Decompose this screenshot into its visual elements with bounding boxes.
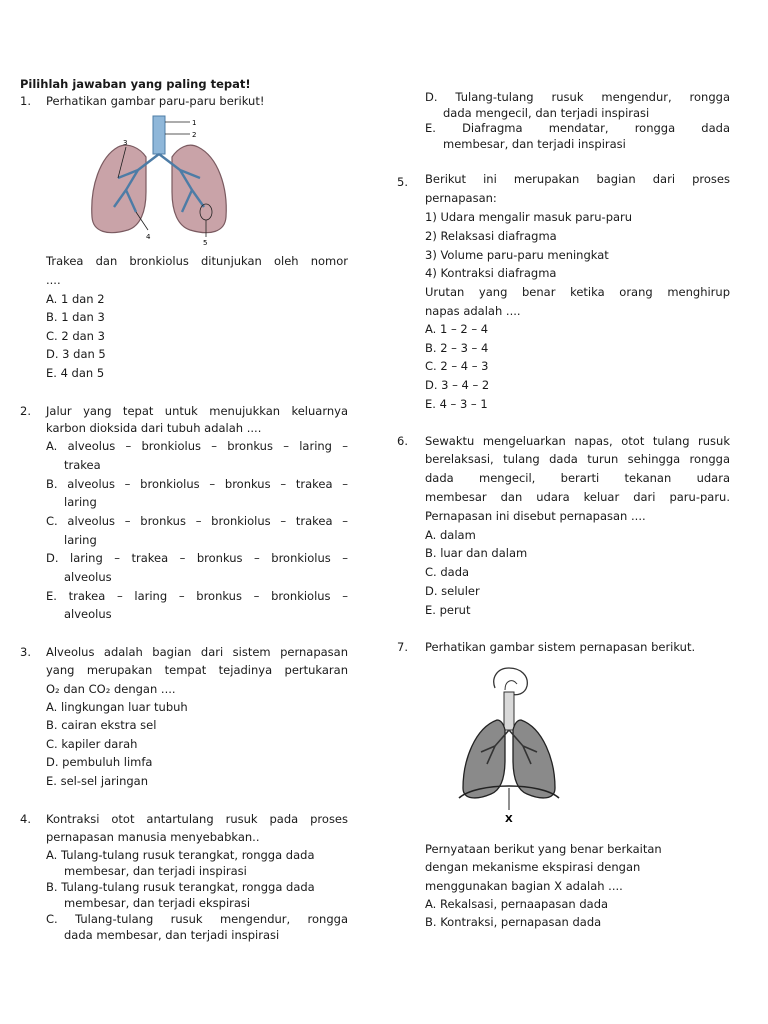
q5-item-4: 4) Kontraksi diafragma: [425, 266, 557, 280]
lungs-figure: [78, 112, 250, 250]
respiratory-system-figure: [447, 660, 577, 830]
q7-question-line2: dengan mekanisme ekspirasi dengan: [425, 860, 641, 874]
q1-number: 1.: [20, 94, 31, 108]
q4-option-a-line1[interactable]: A. Tulang-tulang rusuk terangkat, rongga dada: [46, 848, 315, 862]
q2-stem-line2: karbon dioksida dari tubuh adalah ....: [46, 421, 262, 435]
q3-option-e[interactable]: E. sel-sel jaringan: [46, 774, 148, 788]
fig-label-4: 4: [146, 233, 151, 241]
q4-option-c-line1[interactable]: C. Tulang-tulang rusuk mengendur, rongga: [46, 912, 348, 926]
q5-stem-line2: pernapasan:: [425, 191, 497, 205]
q3-stem-line1: Alveolus adalah bagian dari sistem pernapasan: [46, 645, 348, 659]
q5-item-3: 3) Volume paru-paru meningkat: [425, 248, 609, 262]
q2-option-a-line2[interactable]: trakea: [64, 458, 101, 472]
q2-stem-line1: Jalur yang tepat untuk menujukkan keluarnya: [46, 404, 348, 418]
q6-stem-line4: membesar dan udara keluar dari paru-paru.: [425, 490, 730, 504]
q1-question-line2: ....: [46, 273, 61, 287]
trachea-shape-2: [504, 692, 514, 730]
q7-number: 7.: [397, 640, 408, 654]
q1-question-line1: Trakea dan bronkiolus ditunjukan oleh nomor: [46, 254, 348, 268]
fig-label-3: 3: [123, 139, 128, 147]
q1-option-d[interactable]: D. 3 dan 5: [46, 347, 106, 361]
q6-stem-line2: berelaksasi, tulang dada turun sehingga rongga: [425, 452, 730, 466]
q6-stem-line3: dada mengecil, berarti tekanan udara: [425, 471, 730, 485]
q1-option-b[interactable]: B. 1 dan 3: [46, 310, 105, 324]
q2-number: 2.: [20, 404, 31, 418]
q5-question-line1: Urutan yang benar ketika orang menghirup: [425, 285, 730, 299]
q5-item-1: 1) Udara mengalir masuk paru-paru: [425, 210, 633, 224]
fig-label-5: 5: [203, 239, 208, 247]
fig-label-1: 1: [192, 119, 197, 127]
q6-stem-line1: Sewaktu mengeluarkan napas, otot tulang rusuk: [425, 434, 730, 448]
q6-option-e[interactable]: E. perut: [425, 603, 471, 617]
q3-option-c[interactable]: C. kapiler darah: [46, 737, 138, 751]
q4-option-d-line1[interactable]: D. Tulang-tulang rusuk mengendur, rongga: [425, 90, 730, 104]
q6-number: 6.: [397, 434, 408, 448]
q2-option-a-line1[interactable]: A. alveolus – bronkiolus – bronkus – laring –: [46, 439, 348, 453]
q4-option-e-line1[interactable]: E. Diafragma mendatar, rongga dada: [425, 121, 730, 135]
q3-option-b[interactable]: B. cairan ekstra sel: [46, 718, 157, 732]
q4-option-c-line2[interactable]: dada membesar, dan terjadi inspirasi: [64, 928, 280, 942]
q4-stem-line2: pernapasan manusia menyebabkan..: [46, 830, 260, 844]
q6-stem-line5: Pernapasan ini disebut pernapasan ....: [425, 509, 646, 523]
q1-option-a[interactable]: A. 1 dan 2: [46, 292, 105, 306]
q2-option-b-line1[interactable]: B. alveolus – bronkiolus – bronkus – trakea –: [46, 477, 348, 491]
q5-question-line2: napas adalah ....: [425, 304, 521, 318]
q3-number: 3.: [20, 645, 31, 659]
q2-option-e-line2[interactable]: alveolus: [64, 607, 112, 621]
q1-stem: Perhatikan gambar paru-paru berikut!: [46, 94, 265, 108]
q4-option-b-line1[interactable]: B. Tulang-tulang rusuk terangkat, rongga dada: [46, 880, 315, 894]
q6-option-a[interactable]: A. dalam: [425, 528, 476, 542]
q2-option-c-line1[interactable]: C. alveolus – bronkus – bronkiolus – trakea –: [46, 514, 348, 528]
q5-option-a[interactable]: A. 1 – 2 – 4: [425, 322, 489, 336]
q4-number: 4.: [20, 812, 31, 826]
q5-stem-line1: Berikut ini merupakan bagian dari proses: [425, 172, 730, 186]
q3-option-a[interactable]: A. lingkungan luar tubuh: [46, 700, 188, 714]
q4-option-d-line2[interactable]: dada mengecil, dan terjadi inspirasi: [443, 106, 650, 120]
trachea-shape: [153, 116, 165, 154]
q4-stem-line1: Kontraksi otot antartulang rusuk pada proses: [46, 812, 348, 826]
right-lung: [172, 145, 226, 232]
q2-option-b-line2[interactable]: laring: [64, 495, 97, 509]
q5-number: 5.: [397, 175, 408, 189]
q3-stem-line2: yang merupakan tempat tejadinya pertukaran: [46, 663, 348, 677]
q2-option-d-line1[interactable]: D. laring – trakea – bronkus – bronkiolus –: [46, 551, 348, 565]
q7-option-a[interactable]: A. Rekalsasi, pernaapasan dada: [425, 897, 609, 911]
q5-option-c[interactable]: C. 2 – 4 – 3: [425, 359, 489, 373]
q4-option-a-line2[interactable]: membesar, dan terjadi inspirasi: [64, 864, 247, 878]
fig-label-x: X: [505, 814, 513, 825]
q5-option-b[interactable]: B. 2 – 3 – 4: [425, 341, 489, 355]
q5-option-e[interactable]: E. 4 – 3 – 1: [425, 397, 488, 411]
q2-option-c-line2[interactable]: laring: [64, 533, 97, 547]
q3-option-d[interactable]: D. pembuluh limfa: [46, 755, 153, 769]
q7-question-line3: menggunakan bagian X adalah ....: [425, 879, 623, 893]
instruction: Pilihlah jawaban yang paling tepat!: [20, 77, 251, 91]
q7-question-line1: Pernyataan berikut yang benar berkaitan: [425, 842, 662, 856]
fig-label-2: 2: [192, 131, 197, 139]
q5-item-2: 2) Relaksasi diafragma: [425, 229, 557, 243]
q3-stem-line3: O₂ dan CO₂ dengan ....: [46, 682, 176, 696]
q2-option-e-line1[interactable]: E. trakea – laring – bronkus – bronkiolus –: [46, 589, 348, 603]
q7-option-b[interactable]: B. Kontraksi, pernapasan dada: [425, 915, 602, 929]
q1-option-e[interactable]: E. 4 dan 5: [46, 366, 105, 380]
q4-option-e-line2[interactable]: membesar, dan terjadi inspirasi: [443, 137, 626, 151]
q6-option-c[interactable]: C. dada: [425, 565, 470, 579]
left-lung: [92, 145, 146, 232]
q4-option-b-line2[interactable]: membesar, dan terjadi ekspirasi: [64, 896, 251, 910]
q6-option-b[interactable]: B. luar dan dalam: [425, 546, 528, 560]
q2-option-d-line2[interactable]: alveolus: [64, 570, 112, 584]
q1-option-c[interactable]: C. 2 dan 3: [46, 329, 105, 343]
nasal-cavity: [494, 668, 528, 695]
q6-option-d[interactable]: D. seluler: [425, 584, 480, 598]
q7-stem: Perhatikan gambar sistem pernapasan berikut.: [425, 640, 696, 654]
mouth-cavity: [505, 681, 517, 690]
q5-option-d[interactable]: D. 3 – 4 – 2: [425, 378, 490, 392]
